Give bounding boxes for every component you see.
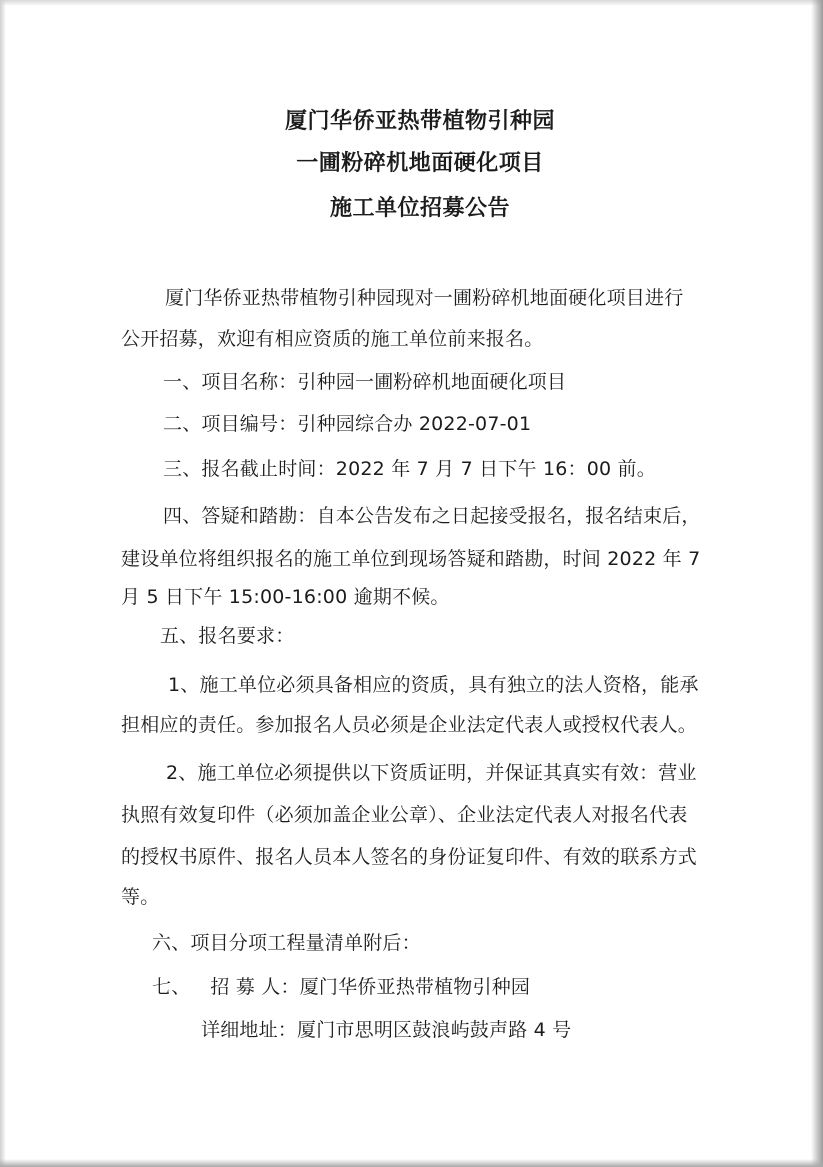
section-deadline: 三、报名截止时间：2022 年 7 月 7 日下午 16：00 前。 — [163, 458, 656, 480]
section-recruiter — [152, 975, 530, 999]
requirement-2-line-4: 等。 — [121, 886, 160, 908]
section-project-name: 一、项目名称：引种园一圃粉碎机地面硬化项目 — [163, 371, 567, 393]
scan-edge-bottom — [0, 1159, 823, 1167]
requirement-2-line-3: 的授权书原件、报名人员本人签名的身份证复印件、有效的联系方式 — [121, 846, 698, 868]
section-site-visit-line-2: 建设单位将组织报名的施工单位到现场答疑和踏勘，时间 2022 年 7 — [121, 548, 701, 570]
requirement-2-line-2: 执照有效复印件（必须加盖企业公章）、企业法定代表人对报名代表 — [121, 804, 688, 826]
title-line-2: 一圃粉碎机地面硬化项目 — [296, 151, 544, 176]
recruiter-value: 厦门华侨亚热带植物引种园 — [299, 976, 531, 998]
recruiter-label: 招 募 人： — [210, 976, 300, 998]
section-requirements-heading: 五、报名要求： — [160, 625, 295, 647]
recruiter-number: 七、 — [152, 976, 191, 998]
title-line-1: 厦门华侨亚热带植物引种园 — [284, 109, 555, 134]
section-project-number: 二、项目编号：引种园综合办 2022-07-01 — [163, 413, 532, 435]
section-site-visit-line-1: 四、答疑和踏勘：自本公告发布之日起接受报名，报名结束后， — [163, 505, 701, 527]
title-line-3: 施工单位招募公告 — [329, 196, 510, 221]
requirement-1-line-2: 担相应的责任。参加报名人员必须是企业法定代表人或授权代表人。 — [121, 714, 698, 736]
section-quantity-list: 六、项目分项工程量清单附后： — [152, 932, 421, 954]
address-value: 厦门市思明区鼓浪屿鼓声路 4 号 — [297, 1019, 572, 1041]
intro-line-1: 厦门华侨亚热带植物引种园现对一圃粉碎机地面硬化项目进行 — [165, 287, 684, 309]
requirement-2-line-1: 2、施工单位必须提供以下资质证明，并保证其真实有效：营业 — [166, 762, 697, 784]
requirement-1-line-1: 1、施工单位必须具备相应的资质，具有独立的法人资格，能承 — [168, 674, 699, 696]
section-address — [201, 1018, 571, 1042]
section-site-visit-line-3: 月 5 日下午 15:00-16:00 逾期不候。 — [121, 586, 450, 608]
intro-line-2: 公开招募，欢迎有相应资质的施工单位前来报名。 — [121, 328, 544, 350]
address-label: 详细地址： — [201, 1019, 298, 1041]
scan-edge-top — [0, 0, 823, 6]
